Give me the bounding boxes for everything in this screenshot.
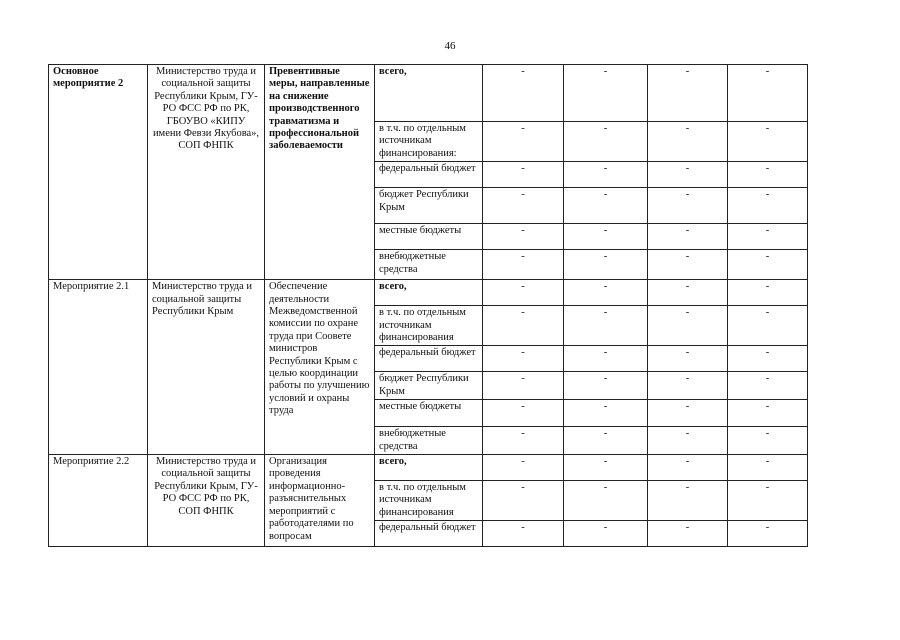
executor-cell: Министерство труда и социальной защиты Республики Крым — [148, 280, 265, 455]
funding-value-cell: - — [564, 162, 648, 188]
page-number: 46 — [444, 40, 456, 52]
funding-value-cell: - — [483, 188, 564, 224]
funding-value-cell: - — [648, 224, 728, 250]
funding-source-cell: внебюджетные средства — [375, 250, 483, 280]
funding-value-cell: - — [728, 224, 808, 250]
funding-value-cell: - — [483, 455, 564, 481]
funding-value-cell: - — [728, 481, 808, 521]
funding-value-cell: - — [483, 122, 564, 162]
funding-source-cell: в т.ч. по отдельным источникам финансирования — [375, 306, 483, 346]
funding-value-cell: - — [564, 455, 648, 481]
funding-value-cell: - — [648, 372, 728, 400]
funding-value-cell: - — [728, 122, 808, 162]
funding-source-cell: местные бюджеты — [375, 224, 483, 250]
funding-value-cell: - — [564, 481, 648, 521]
funding-source-cell: федеральный бюджет — [375, 346, 483, 372]
funding-source-cell: всего, — [375, 280, 483, 306]
funding-value-cell: - — [728, 521, 808, 547]
funding-value-cell: - — [728, 162, 808, 188]
funding-value-cell: - — [648, 346, 728, 372]
funding-value-cell: - — [728, 250, 808, 280]
funding-value-cell: - — [728, 188, 808, 224]
description-cell: Обеспечение деятельности Межведомственной комиссии по охране труда при Соовете министров Республики Крым с целью координации работы по улучшению условий и охраны труда — [265, 280, 375, 455]
funding-value-cell: - — [564, 306, 648, 346]
funding-value-cell: - — [648, 122, 728, 162]
executor-cell: Министерство труда и социальной защиты Республики Крым, ГУ-РО ФСС РФ по РК, СОП ФНПК — [148, 455, 265, 547]
funding-value-cell: - — [483, 162, 564, 188]
funding-source-cell: в т.ч. по отдельным источникам финансирования: — [375, 122, 483, 162]
funding-value-cell: - — [648, 306, 728, 346]
funding-value-cell: - — [564, 280, 648, 306]
funding-source-cell: внебюджетные средства — [375, 427, 483, 455]
funding-value-cell: - — [728, 306, 808, 346]
funding-value-cell: - — [564, 400, 648, 427]
funding-value-cell: - — [483, 481, 564, 521]
funding-value-cell: - — [648, 455, 728, 481]
funding-value-cell: - — [564, 65, 648, 122]
funding-value-cell: - — [648, 280, 728, 306]
funding-value-cell: - — [648, 65, 728, 122]
funding-source-cell: федеральный бюджет — [375, 162, 483, 188]
funding-value-cell: - — [483, 372, 564, 400]
funding-value-cell: - — [564, 188, 648, 224]
funding-value-cell: - — [728, 372, 808, 400]
funding-value-cell: - — [483, 250, 564, 280]
funding-value-cell: - — [648, 427, 728, 455]
executor-cell: Министерство труда и социальной защиты Республики Крым, ГУ-РО ФСС РФ по РК, ГБОУВО «КИПУ имени Февзи Якубова», СОП ФНПК — [148, 65, 265, 280]
funding-value-cell: - — [648, 400, 728, 427]
description-cell: Превентивные меры, направленные на снижение производственного травматизма и профессиональной заболеваемости — [265, 65, 375, 280]
funding-source-cell: местные бюджеты — [375, 400, 483, 427]
funding-value-cell: - — [483, 346, 564, 372]
funding-value-cell: - — [564, 250, 648, 280]
description-cell: Организация проведения информационно-разъяснительных мероприятий с работодателями по вопросам — [265, 455, 375, 547]
funding-value-cell: - — [648, 250, 728, 280]
funding-value-cell: - — [564, 346, 648, 372]
funding-source-cell: бюджет Республики Крым — [375, 372, 483, 400]
funding-value-cell: - — [483, 65, 564, 122]
table-row — [49, 65, 808, 122]
table-row — [49, 280, 808, 306]
funding-value-cell: - — [564, 224, 648, 250]
event-name-cell: Мероприятие 2.1 — [49, 280, 148, 455]
funding-value-cell: - — [728, 280, 808, 306]
table-row — [49, 455, 808, 481]
funding-value-cell: - — [728, 400, 808, 427]
funding-value-cell: - — [728, 455, 808, 481]
funding-value-cell: - — [564, 122, 648, 162]
funding-value-cell: - — [728, 346, 808, 372]
funding-value-cell: - — [648, 481, 728, 521]
funding-value-cell: - — [483, 400, 564, 427]
funding-value-cell: - — [728, 427, 808, 455]
funding-value-cell: - — [564, 521, 648, 547]
funding-table — [48, 64, 808, 547]
event-name-cell: Мероприятие 2.2 — [49, 455, 148, 547]
funding-value-cell: - — [483, 521, 564, 547]
funding-value-cell: - — [648, 521, 728, 547]
funding-value-cell: - — [648, 162, 728, 188]
funding-value-cell: - — [564, 427, 648, 455]
funding-value-cell: - — [648, 188, 728, 224]
funding-source-cell: федеральный бюджет — [375, 521, 483, 547]
event-name-cell: Основное мероприятие 2 — [49, 65, 148, 280]
funding-source-cell: всего, — [375, 65, 483, 122]
funding-value-cell: - — [483, 427, 564, 455]
funding-value-cell: - — [564, 372, 648, 400]
funding-value-cell: - — [483, 306, 564, 346]
funding-source-cell: бюджет Республики Крым — [375, 188, 483, 224]
funding-value-cell: - — [728, 65, 808, 122]
funding-source-cell: в т.ч. по отдельным источникам финансирования — [375, 481, 483, 521]
funding-source-cell: всего, — [375, 455, 483, 481]
funding-value-cell: - — [483, 224, 564, 250]
funding-value-cell: - — [483, 280, 564, 306]
